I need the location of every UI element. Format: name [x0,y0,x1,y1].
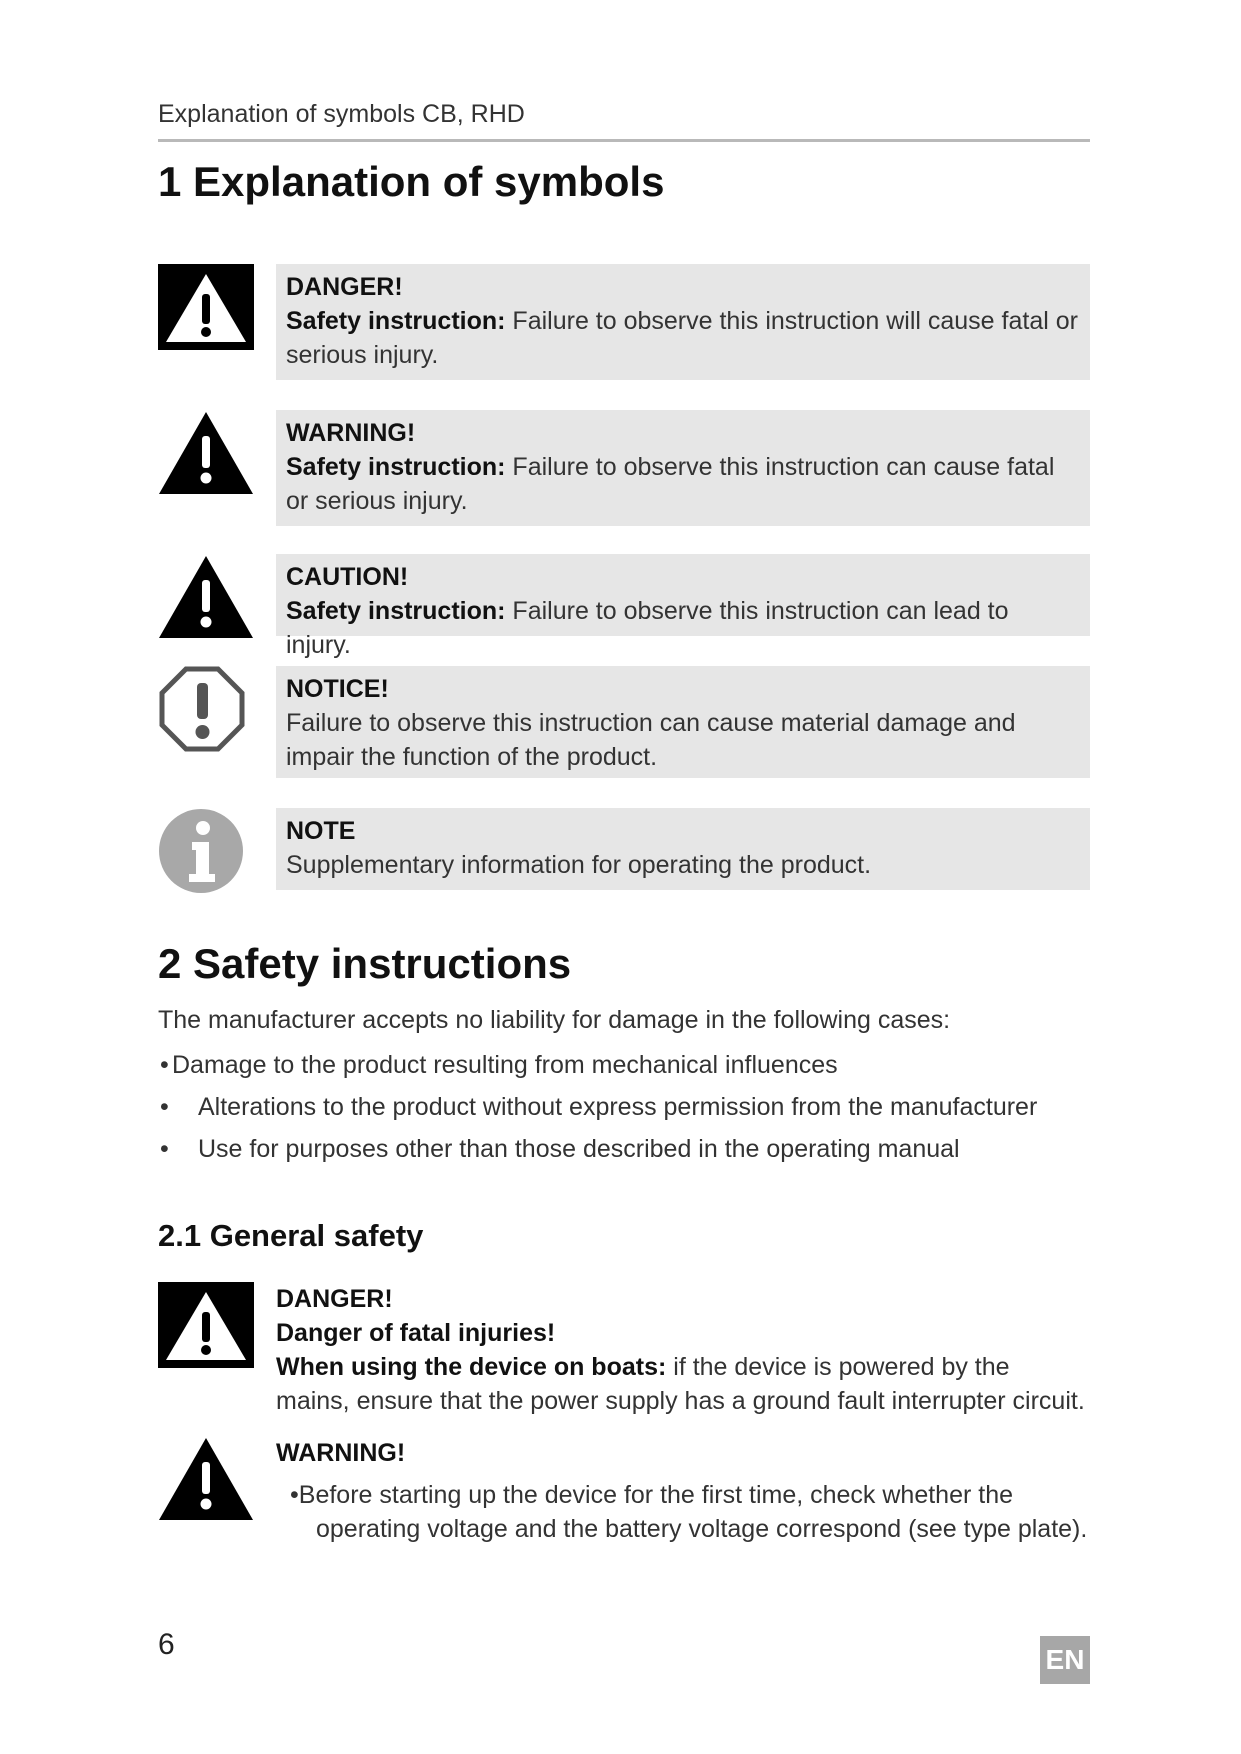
warning-triangle-icon [158,1436,254,1522]
section-2-title: 2 Safety instructions [158,940,572,987]
list-item [158,1132,1090,1174]
danger-box [276,264,1090,380]
notice-text: Failure to observe this instruction can cause material damage and impair the function of the product. [286,709,1016,771]
general-danger-title: DANGER! [276,1285,393,1313]
caution-box [276,554,1090,659]
bullet: • [160,1051,169,1079]
running-header: Explanation of symbols CB, RHD [158,100,1090,142]
general-warning-item [276,1478,1090,1546]
language-badge: EN [1040,1636,1090,1684]
general-warning-text-block [276,1436,1090,1546]
page-number: 6 [158,1628,175,1661]
general-danger-text-block [276,1282,1090,1418]
notice-octagon-icon [158,666,254,752]
info-circle-icon [158,808,254,894]
section-1-title: 1 Explanation of symbols [158,158,665,205]
caution-lead: Safety instruction: [286,597,506,625]
general-danger-lead: When using the device on boats: [276,1353,667,1381]
note-box [276,808,1090,890]
caution-title: CAUTION! [286,563,409,591]
warning-text: Failure to observe this instruction can cause fatal or serious injury. [286,453,1055,515]
caution-text: Failure to observe this instruction can lead to injury. [286,597,1009,659]
danger-title: DANGER! [286,273,403,301]
general-danger-subtitle: Danger of fatal injuries! [276,1319,556,1347]
list-item-text: Damage to the product resulting from mechanical influences [172,1051,838,1079]
section-2-1-title: 2.1 General safety [158,1218,424,1253]
general-warning-text: Before starting up the device for the first time, check whether the operating voltage and the battery voltage correspond (see type plate). [298,1481,1088,1543]
danger-text: Failure to observe this instruction will cause fatal or serious injury. [286,307,1078,369]
warning-title: WARNING! [286,419,416,447]
danger-lead: Safety instruction: [286,307,506,335]
list-item-text: Use for purposes other than those described in the operating manual [198,1135,960,1163]
danger-warning-icon [158,264,254,350]
liability-cases-list [158,1048,1090,1174]
danger-warning-icon [158,1282,254,1368]
liability-intro: The manufacturer accepts no liability for damage in the following cases: [158,1006,951,1034]
bullet: • [160,1093,169,1121]
notice-box [276,666,1090,778]
bullet: • [290,1481,299,1509]
warning-box [276,410,1090,526]
bullet: • [160,1135,169,1163]
list-item [158,1048,1090,1090]
notice-title: NOTICE! [286,675,389,703]
caution-triangle-icon [158,554,254,640]
general-danger-text: if the device is powered by the mains, ensure that the power supply has a ground fault interrupter circuit. [276,1353,1085,1415]
list-item-text: Alterations to the product without express permission from the manufacturer [198,1093,1038,1121]
list-item [158,1090,1090,1132]
note-text: Supplementary information for operating the product. [286,851,872,879]
general-warning-title: WARNING! [276,1439,406,1467]
warning-lead: Safety instruction: [286,453,506,481]
note-title: NOTE [286,817,356,845]
warning-triangle-icon [158,410,254,496]
